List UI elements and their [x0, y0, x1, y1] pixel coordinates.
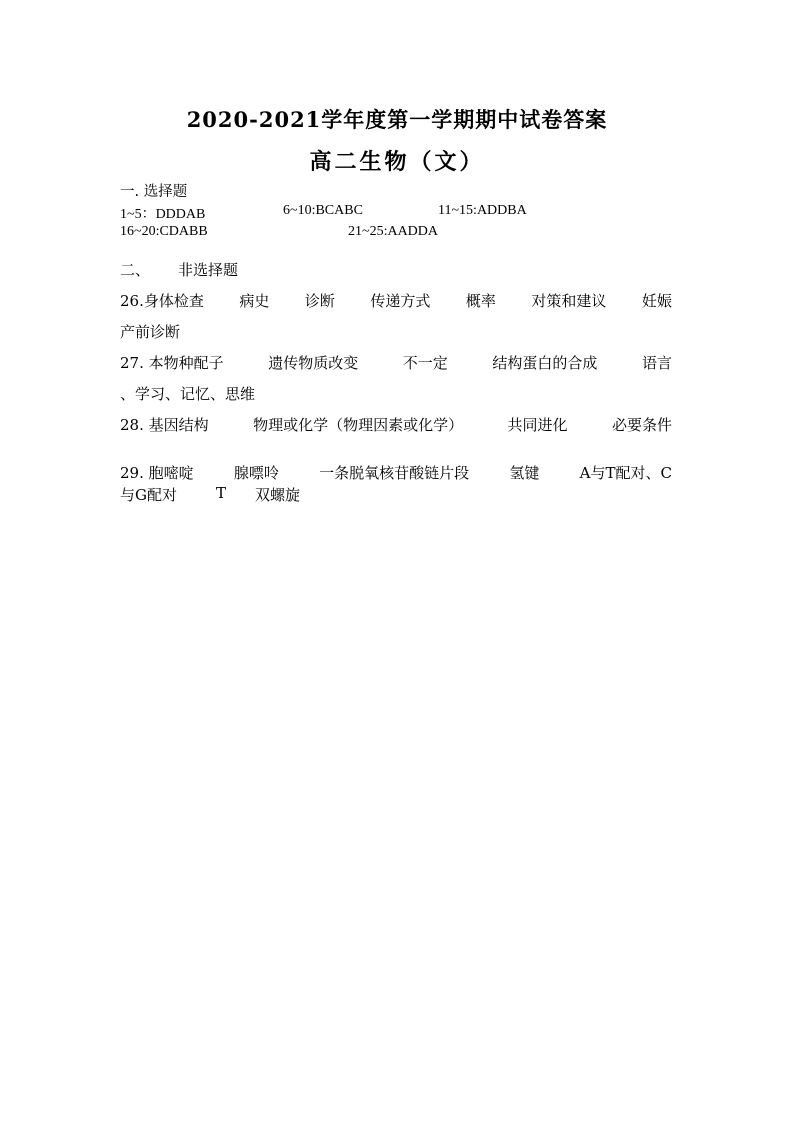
question-26-line — [120, 290, 672, 311]
answer-text: 结构蛋白的合成 — [492, 354, 598, 372]
answer-text: 必要条件 — [611, 416, 672, 434]
question-29-line — [120, 462, 672, 483]
question-29-continuation: T — [216, 484, 227, 502]
answer-text: 29. 胞嘧啶 — [120, 464, 194, 482]
answer-text: 遗传物质改变 — [268, 354, 359, 372]
answer-group: 21~25:AADDA — [348, 224, 439, 239]
answer-text: 一条脱氧核苷酸链片段 — [319, 464, 470, 482]
question-26-continuation: 产前诊断 — [120, 323, 181, 341]
answer-group: 6~10:BCABC — [283, 203, 363, 218]
answer-text: 28. 基因结构 — [120, 416, 209, 434]
document-title: 2020-2021学年度第一学期期中试卷答案 — [186, 107, 608, 132]
answer-text: 氢键 — [509, 464, 540, 482]
question-27-line — [120, 352, 672, 373]
document-subtitle: 高二生物（文） — [309, 149, 485, 175]
question-27-continuation: 、学习、记忆、思维 — [120, 385, 256, 403]
answer-text: 腺嘌呤 — [233, 464, 279, 482]
question-29-continuation: 与G配对 — [120, 486, 177, 504]
answer-text: 26.身体检查 — [120, 292, 204, 310]
question-28-line — [120, 414, 672, 435]
answer-text: 病史 — [239, 292, 270, 310]
section-heading-nonchoice: 非选择题 — [178, 261, 239, 279]
answer-text: A与T配对、C — [579, 464, 672, 482]
answer-text: 诊断 — [304, 292, 335, 310]
answer-text: 妊娠 — [641, 292, 672, 310]
answer-text: 物理或化学（物理因素或化学） — [253, 416, 464, 434]
section-heading-number: 二、 — [120, 261, 151, 279]
answer-text: 共同进化 — [507, 416, 568, 434]
answer-text: 对策和建议 — [531, 292, 607, 310]
answer-text: 概率 — [465, 292, 496, 310]
answer-text: 传递方式 — [370, 292, 431, 310]
answer-text: 不一定 — [402, 354, 448, 372]
answer-group: 16~20:CDABB — [120, 224, 208, 239]
section-heading-choice: 一. 选择题 — [120, 184, 188, 200]
question-29-continuation: 双螺旋 — [255, 486, 301, 504]
answer-text: 27. 本物种配子 — [120, 354, 224, 372]
answer-group: 11~15:ADDBA — [438, 203, 527, 218]
answer-group: 1~5：DDDAB — [120, 207, 206, 222]
answer-text: 语言 — [641, 354, 672, 372]
